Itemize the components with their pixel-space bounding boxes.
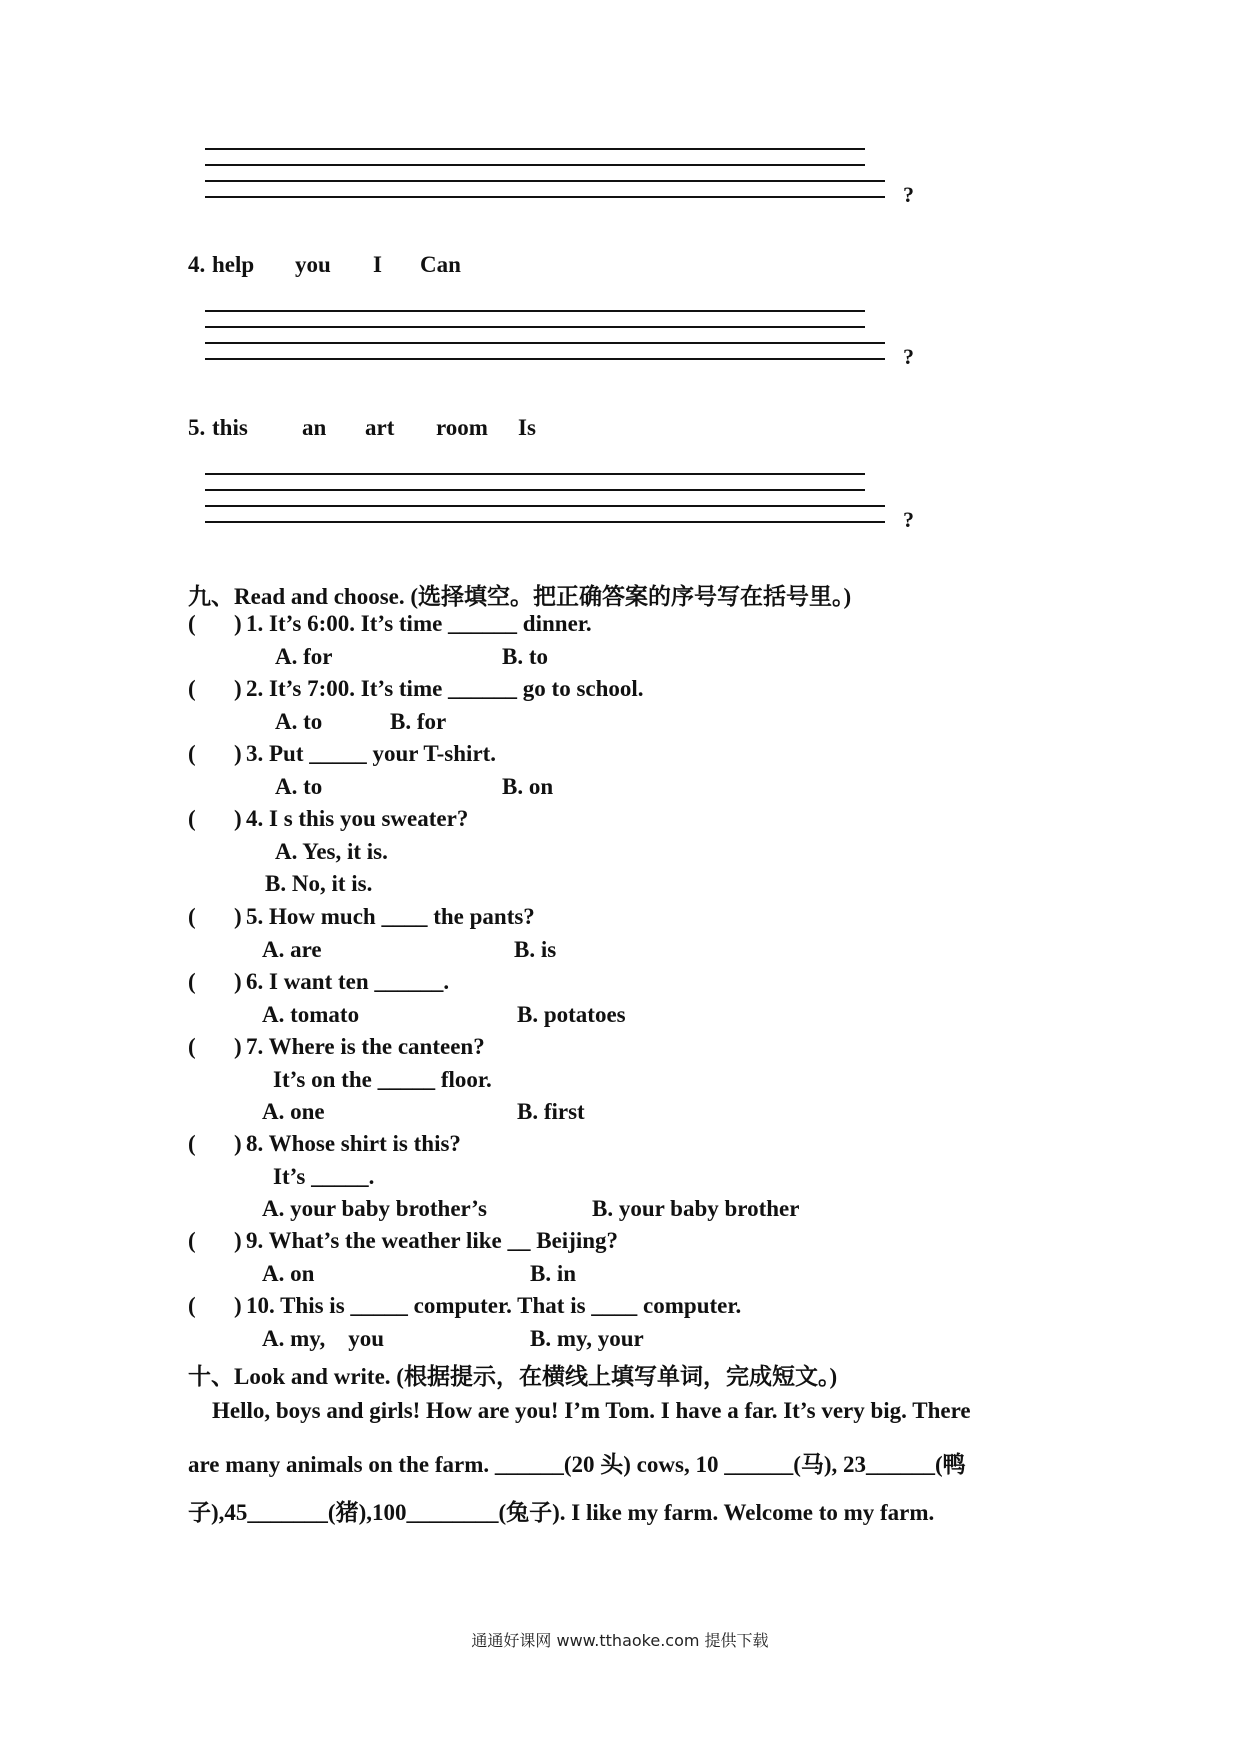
answer-paren-open[interactable]: ( [188, 969, 196, 994]
q4-word: you [295, 252, 331, 277]
answer-paren-open[interactable]: ( [188, 741, 196, 766]
answer-lines-q5[interactable] [205, 473, 914, 533]
writing-line [205, 358, 885, 360]
section-9-title: 九、Read and choose. (选择填空。把正确答案的序号写在括号里。) [188, 584, 852, 609]
answer-paren-open[interactable]: ( [188, 1293, 196, 1318]
answer-paren-close: ) [234, 1034, 242, 1059]
option-a: A. for [275, 644, 333, 669]
option-a: A. on [262, 1261, 315, 1286]
option-b: B. for [390, 709, 447, 734]
answer-paren-open[interactable]: ( [188, 1034, 196, 1059]
q5-word: an [302, 415, 327, 440]
answer-paren-close: ) [234, 969, 242, 994]
option-a: A. are [262, 937, 322, 962]
q4-number: 4. [188, 252, 206, 277]
question-text: 7. Where is the canteen? [246, 1034, 485, 1059]
q4-word: Can [420, 252, 461, 277]
writing-line [205, 326, 865, 328]
q4-word: I [373, 252, 382, 277]
passage-line: are many animals on the farm. ______(20 头) cows, 10 ______(马), 23______(鸭 [188, 1452, 966, 1477]
answer-paren-close: ) [234, 1131, 242, 1156]
question-text: 8. Whose shirt is this? [246, 1131, 461, 1156]
q5-word: art [365, 415, 395, 440]
question-text: 9. What’s the weather like __ Beijing? [246, 1228, 619, 1253]
question-text: 6. I want ten ______. [246, 969, 450, 994]
writing-line [205, 342, 885, 344]
question-text: 4. I s this you sweater? [246, 806, 469, 831]
option-a: A. one [262, 1099, 325, 1124]
writing-line [205, 164, 865, 166]
q5-number: 5. [188, 415, 206, 440]
option-a: A. tomato [262, 1002, 360, 1027]
option-b: B. potatoes [517, 1002, 626, 1027]
q5-word: this [212, 415, 248, 440]
question-mark: ? [903, 182, 914, 207]
q5-word: room [436, 415, 488, 440]
answer-paren-open[interactable]: ( [188, 1131, 196, 1156]
writing-line [205, 521, 885, 523]
q4-word: help [212, 252, 255, 277]
section-10-title: 十、Look and write. (根据提示，在横线上填写单词，完成短文。) [188, 1364, 838, 1389]
q5-word: Is [518, 415, 536, 440]
option-b: B. your baby brother [592, 1196, 800, 1221]
writing-line [205, 473, 865, 475]
question-text: 1. It’s 6:00. It’s time ______ dinner. [246, 611, 592, 636]
option-a: A. Yes, it is. [275, 839, 388, 864]
question-text: 3. Put _____ your T-shirt. [246, 741, 497, 766]
writing-line [205, 489, 865, 491]
passage-line: 子),45_______(猪),100________(兔子). I like my farm. Welcome to my farm. [188, 1500, 935, 1525]
question-text: 5. How much ____ the pants? [246, 904, 535, 929]
question-text: 2. It’s 7:00. It’s time ______ go to school. [246, 676, 644, 701]
option-b: B. my, your [530, 1326, 644, 1351]
answer-paren-open[interactable]: ( [188, 1228, 196, 1253]
option-b: B. on [502, 774, 554, 799]
option-b: B. first [517, 1099, 585, 1124]
writing-line [205, 310, 865, 312]
page-footer: 通通好课网 www.tthaoke.com 提供下载 [471, 1631, 769, 1650]
answer-paren-open[interactable]: ( [188, 611, 196, 636]
question-mark: ? [903, 507, 914, 532]
option-b: B. to [502, 644, 548, 669]
writing-line [205, 180, 885, 182]
writing-line [205, 505, 885, 507]
option-a: A. your baby brother’s [262, 1196, 487, 1221]
option-a: A. to [275, 774, 323, 799]
answer-lines-q4[interactable] [205, 310, 914, 370]
option-a: A. to [275, 709, 323, 734]
answer-paren-close: ) [234, 904, 242, 929]
answer-paren-close: ) [234, 741, 242, 766]
passage-line: Hello, boys and girls! How are you! I’m Tom. I have a far. It’s very big. There [212, 1398, 971, 1423]
option-b: B. in [530, 1261, 577, 1286]
answer-paren-open[interactable]: ( [188, 904, 196, 929]
answer-lines-q3[interactable] [205, 148, 914, 208]
question-subline: It’s on the _____ floor. [273, 1067, 492, 1092]
writing-line [205, 196, 885, 198]
question-subline: It’s _____. [273, 1164, 375, 1189]
option-a: A. my, you [262, 1326, 385, 1351]
answer-paren-close: ) [234, 676, 242, 701]
answer-paren-close: ) [234, 1228, 242, 1253]
option-b: B. is [514, 937, 557, 962]
answer-paren-close: ) [234, 806, 242, 831]
question-mark: ? [903, 344, 914, 369]
answer-paren-open[interactable]: ( [188, 806, 196, 831]
question-text: 10. This is _____ computer. That is ____ computer. [246, 1293, 742, 1318]
answer-paren-open[interactable]: ( [188, 676, 196, 701]
answer-paren-close: ) [234, 1293, 242, 1318]
writing-line [205, 148, 865, 150]
answer-paren-close: ) [234, 611, 242, 636]
option-b: B. No, it is. [265, 871, 373, 896]
